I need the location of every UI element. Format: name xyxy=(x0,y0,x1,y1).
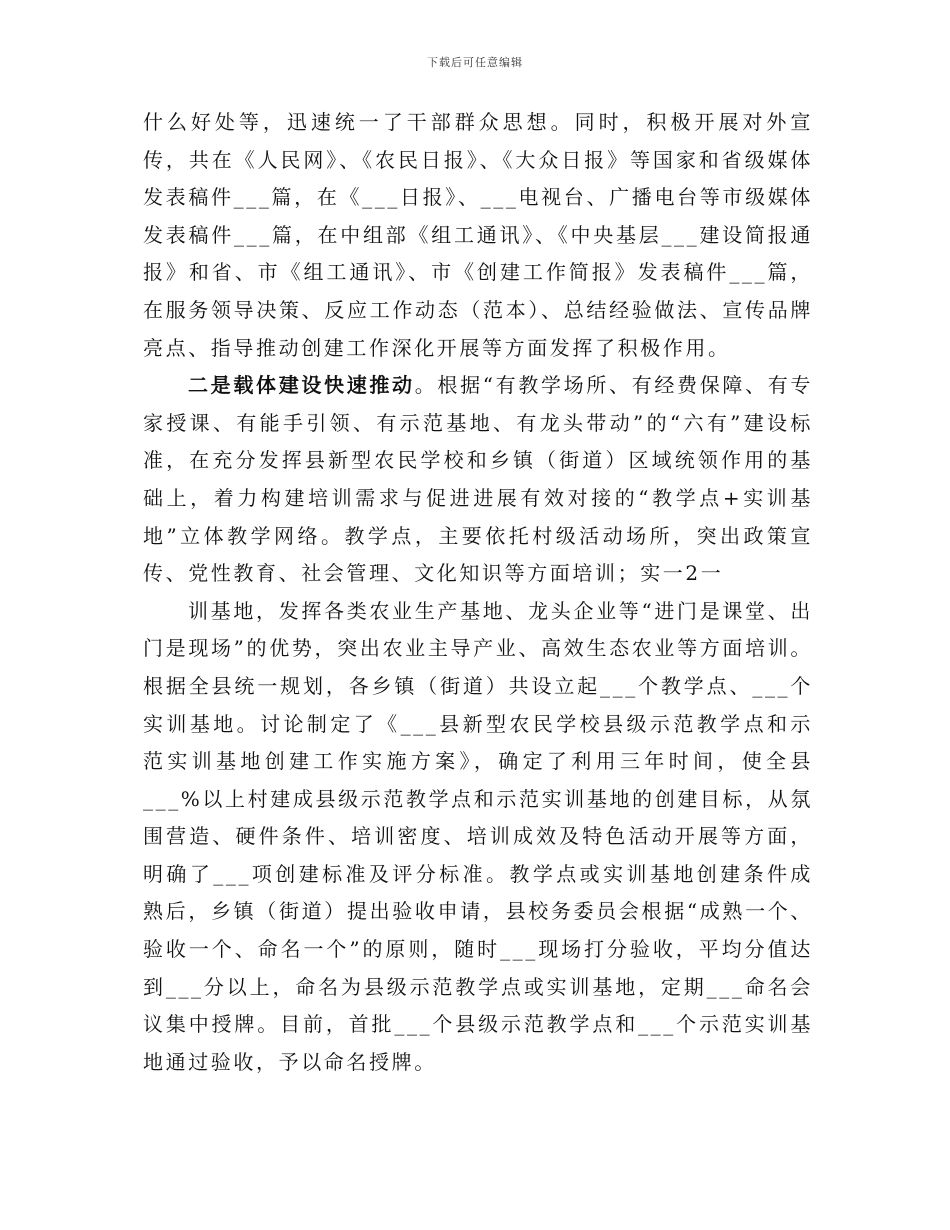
paragraph-1: 什么好处等，迅速统一了干部群众思想。同时，积极开展对外宣传，共在《人民网》、《农民日报》、《大众日报》等国家和省级媒体发表稿件___篇，在《___日报》、___电视台、广播电台等市级媒体发表稿件___篇，在中组部《组工通讯》、《中央基层___建设简报通报》和省、市《组工通讯》、市《创建工作简报》发表稿件___篇，在服务领导决策、反应工作动态（范本）、总结经验做法、宣传品牌亮点、指导推动创建工作深化开展等方面发挥了积极作用。 xyxy=(143,110,813,360)
paragraph-2-heading: 二是载体建设快速推动 xyxy=(188,373,415,398)
paragraph-2 xyxy=(143,367,813,593)
paragraph-2-text: 。根据“有教学场所、有经费保障、有专家授课、有能手引领、有示范基地、有龙头带动”的“六有”建设标准，在充分发挥县新型农民学校和乡镇（街道）区域统领作用的基础上，着力构建培训需求与促进进展有效对接的“教学点+实训基地”立体教学网络。教学点，主要依托村级活动场所，突出政策宣传、党性教育、社会管理、文化知识等方面培训；实一2一 xyxy=(143,373,813,586)
page-header: 下载后可任意编辑 xyxy=(427,56,523,69)
document-body xyxy=(143,104,813,1081)
paragraph-3: 训基地，发挥各类农业生产基地、龙头企业等“进门是课堂、出门是现场”的优势，突出农业主导产业、高效生态农业等方面培训。根据全县统一规划，各乡镇（街道）共设立起___个教学点、___个实训基地。讨论制定了《___县新型农民学校县级示范教学点和示范实训基地创建工作实施方案》，确定了利用三年时间，使全县___%以上村建成县级示范教学点和示范实训基地的创建目标，从氛围营造、硬件条件、培训密度、培训成效及特色活动开展等方面，明确了___项创建标准及评分标准。教学点或实训基地创建条件成熟后，乡镇（街道）提出验收申请，县校务委员会根据“成熟一个、验收一个、命名一个”的原则，随时___现场打分验收，平均分值达到___分以上，命名为县级示范教学点或实训基地，定期___命名会议集中授牌。目前，首批___个县级示范教学点和___个示范实训基地通过验收，予以命名授牌。 xyxy=(143,598,813,1074)
